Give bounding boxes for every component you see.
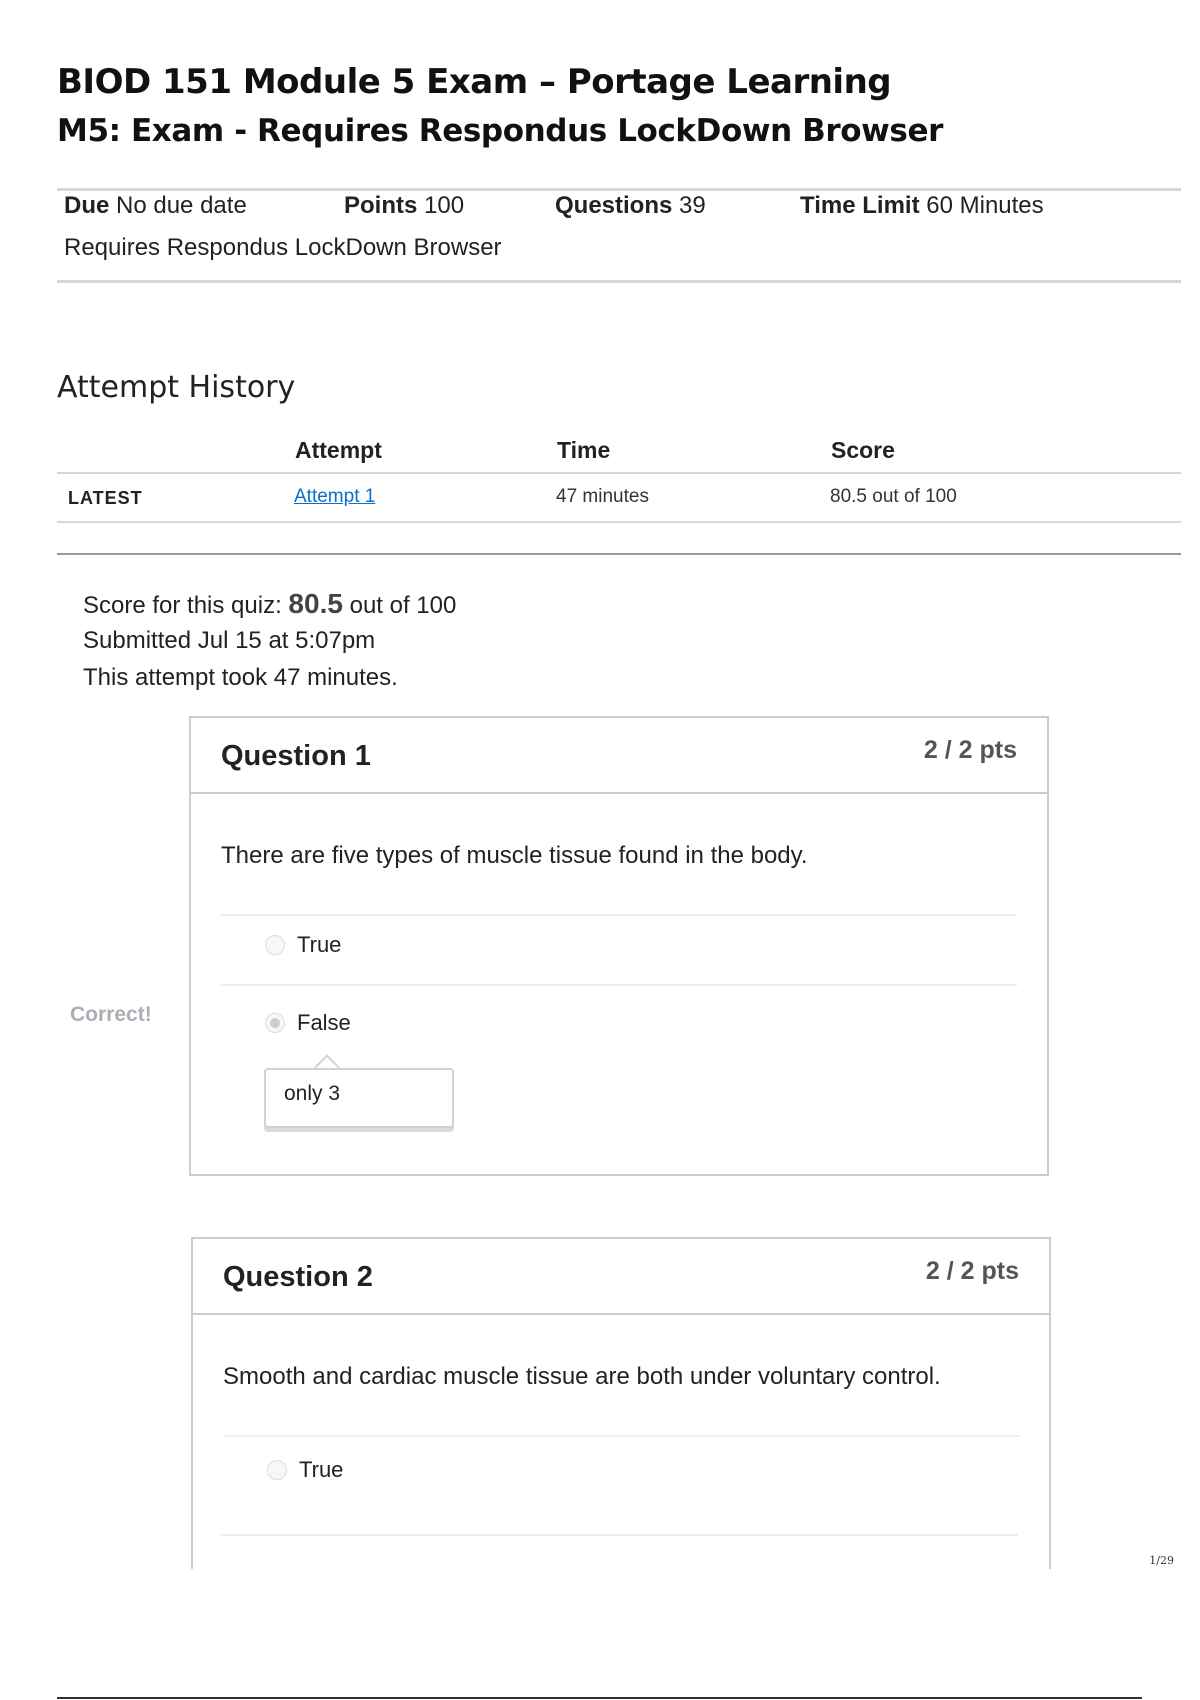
question-text: There are five types of muscle tissue found in the body. <box>221 842 808 869</box>
points-info <box>344 192 464 220</box>
radio-button[interactable] <box>265 935 285 955</box>
question-card-2 <box>191 1237 1051 1569</box>
due-info <box>64 192 247 220</box>
answer-label: True <box>299 1457 344 1482</box>
correct-answer-label: Correct! <box>70 1003 152 1026</box>
section-divider <box>57 553 1181 555</box>
questions-label: Questions <box>555 192 673 219</box>
question-title: Question 1 <box>221 740 371 772</box>
questions-value: 39 <box>679 192 706 219</box>
answer-option-true[interactable] <box>267 1457 343 1483</box>
question-title: Question 2 <box>223 1261 373 1293</box>
answer-divider <box>221 914 1017 916</box>
time-limit-info <box>800 192 1044 220</box>
answer-comment <box>264 1068 454 1128</box>
time-limit-label: Time Limit <box>800 192 920 219</box>
column-header-time: Time <box>557 437 611 463</box>
score-value: 80.5 <box>288 588 343 619</box>
lockdown-requirement: Requires Respondus LockDown Browser <box>64 234 502 261</box>
answer-divider <box>221 984 1017 986</box>
table-header-divider <box>57 472 1181 474</box>
column-header-attempt: Attempt <box>295 437 382 463</box>
latest-tag: LATEST <box>68 488 143 508</box>
meta-top-divider <box>57 188 1181 191</box>
answer-option-true[interactable] <box>265 932 341 958</box>
question-points: 2 / 2 pts <box>923 736 1017 764</box>
answer-comment-text: only 3 <box>284 1082 341 1105</box>
attempt-link[interactable]: Attempt 1 <box>294 486 376 507</box>
points-label: Points <box>344 192 418 219</box>
question-header <box>191 718 1047 794</box>
table-row-divider <box>57 521 1181 523</box>
attempt-history-heading: Attempt History <box>57 370 296 405</box>
due-value: No due date <box>116 192 247 219</box>
page-number: 1/29 <box>1149 1554 1174 1567</box>
due-label: Due <box>64 192 110 219</box>
answer-label: True <box>297 932 342 957</box>
score-suffix: out of 100 <box>342 592 457 619</box>
attempt-score: 80.5 out of 100 <box>830 486 957 507</box>
answer-label: False <box>297 1010 351 1035</box>
document-title: BIOD 151 Module 5 Exam – Portage Learning <box>57 62 892 102</box>
answer-divider <box>220 1534 1018 1536</box>
submitted-time: Submitted Jul 15 at 5:07pm <box>83 627 376 654</box>
document-subtitle: M5: Exam - Requires Respondus LockDown Browser <box>57 113 943 149</box>
answer-divider <box>223 1435 1019 1437</box>
radio-button[interactable] <box>267 1460 287 1480</box>
column-header-score: Score <box>831 437 895 463</box>
question-text: Smooth and cardiac muscle tissue are both under voluntary control. <box>223 1363 941 1390</box>
quiz-score <box>83 588 456 620</box>
score-prefix: Score for this quiz: <box>83 592 289 619</box>
attempt-time: 47 minutes <box>556 486 649 507</box>
answer-option-false[interactable] <box>265 1010 351 1036</box>
time-limit-value: 60 Minutes <box>926 192 1044 219</box>
meta-bottom-divider <box>57 280 1181 283</box>
attempt-duration: This attempt took 47 minutes. <box>83 664 398 691</box>
question-points: 2 / 2 pts <box>925 1257 1019 1285</box>
page-bottom-rule <box>57 1697 1142 1699</box>
question-header <box>193 1239 1049 1315</box>
points-value: 100 <box>424 192 465 219</box>
questions-info <box>555 192 706 220</box>
radio-button-selected[interactable] <box>265 1013 285 1033</box>
